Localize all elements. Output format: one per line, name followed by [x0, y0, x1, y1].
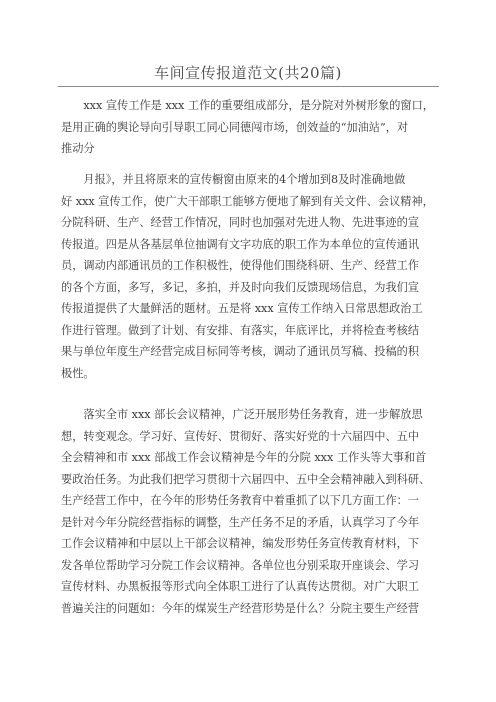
- paragraph-2: 月报》，并且将原来的宣传橱窗由原来的4个增加到8及时准确地做 好 xxx 宣传工作，使广大干部职工能够方便地了解到有关文件、会议精神， 分院科研、生产、经营工作情况，同时也加强对先进人物、先进事迹的宣 传报道。四是从各基层单位抽调有文字功底的职工作为本单位的宣传通讯 员，调动内部通讯员的工作积极性，使得他们围绕科研、生产、经营工作 的各个方面，多写，多记，多拍，并及时向我们反馈现场信息，为我们宣 传报道提供了大量鲜活的题材。五是将 xxx 宣传工作纳入日常思想政治工 作进行管理。做到了计划、有安排、有落实，年底评比，并将检查考核结 果与单位年度生产经营完成目标同等考核，调动了通讯员写稿、投稿的积 极性。: [61, 173, 434, 380]
- document-title: 车间宣传报道范文(共20篇): [154, 64, 342, 82]
- title-divider: [58, 86, 439, 87]
- paragraph-1: xxx 宣传工作是 xxx 工作的重要组成部分，是分院对外树形象的窗口， 是用正确的舆论导向引导职工同心同德闯市场，创效益的“加油站”，对 推动分: [61, 99, 434, 155]
- paragraph-3: 落实全市 xxx 部长会议精神，广泛开展形势任务教育，进一步解放思 想，转变观念。学习好、宣传好、贯彻好、落实好党的十六届四中、五中 全会精神和市 xxx 部战工作会议精神是今年的分院 xxx 工作头等大事和首 要政治任务。为此我们把学习贯彻十六届四中、五中全会精神融入到科研、 生产经营工作中，在今年的形势任务教育中着重抓了以下几方面工作：一 是针对今年分院经营指标的调整，生产任务不足的矛盾，认真学习了今年 工作会议精神和中层以上干部会议精神，编发形势任务宣传教育材料，下 发各单位帮助学习分院工作会议精神。各单位也分别采取开座谈会、学习 宣传材料、办黑板报等形式向全体职工进行了认真传达贯彻。对广大职工 普遍关注的问题如：今年的煤炭生产经营形势是什么？分院主要生产经营: [61, 408, 431, 615]
